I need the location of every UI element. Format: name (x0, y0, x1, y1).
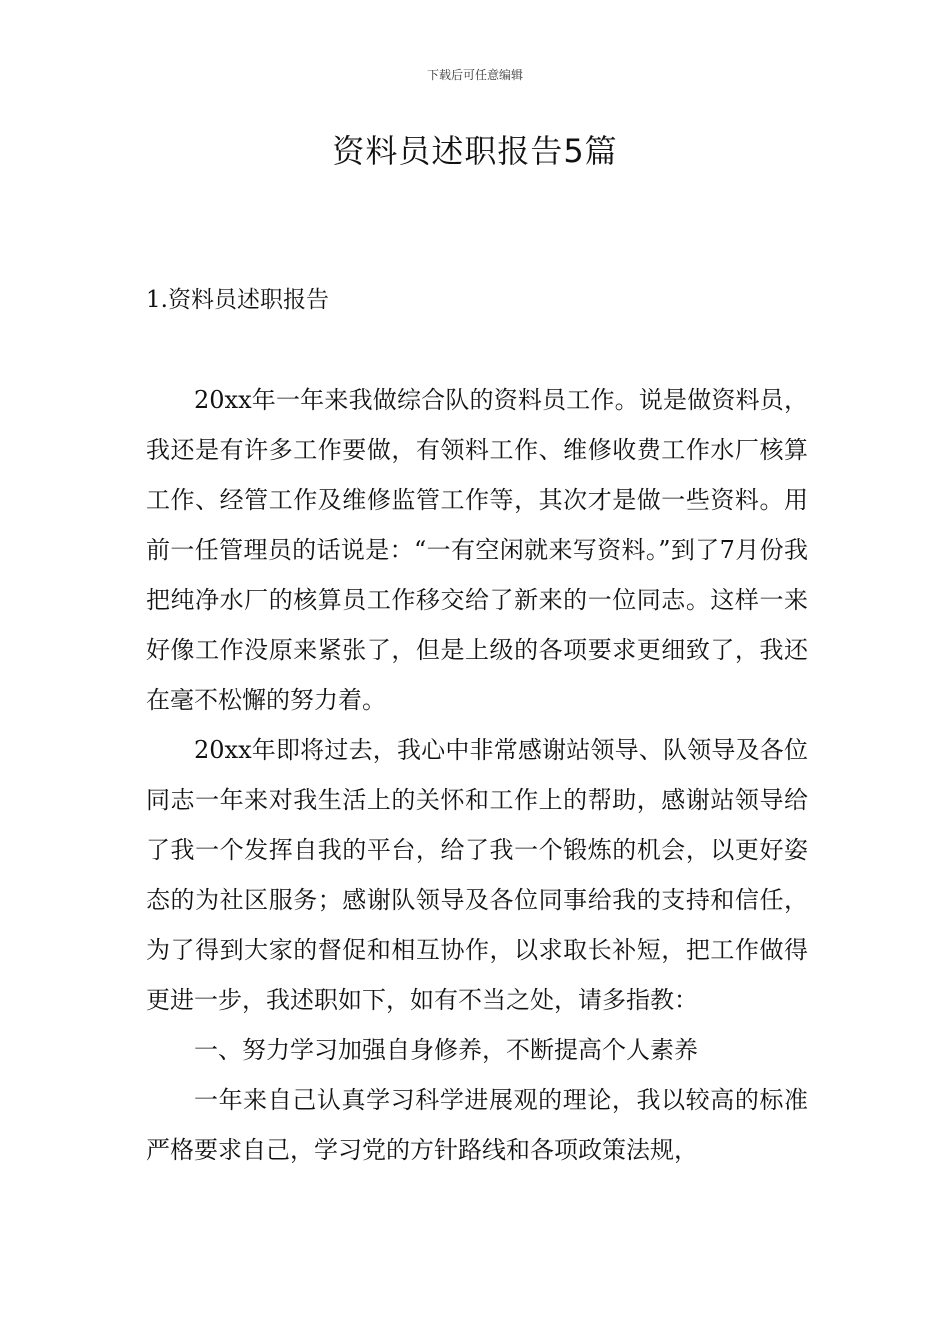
paragraph-1: 20xx年一年来我做综合队的资料员工作。说是做资料员，我还是有许多工作要做，有领料工作、维修收费工作水厂核算工作、经管工作及维修监管工作等，其次才是做一些资料。用前一任管理员的话说是：“一有空闲就来写资料。”到了7月份我把纯净水厂的核算员工作移交给了新来的一位同志。这样一来好像工作没原来紧张了，但是上级的各项要求更细致了，我还在毫不松懈的努力着。 (146, 386, 808, 714)
paragraph-3: 一、努力学习加强自身修养，不断提高个人素养 (194, 1036, 698, 1064)
section-heading: 1.资料员述职报告 (146, 287, 329, 313)
body-text (146, 375, 808, 1175)
document-title: 资料员述职报告5篇 (332, 132, 618, 170)
header-note: 下载后可任意编辑 (426, 68, 523, 82)
paragraph-2: 20xx年即将过去，我心中非常感谢站领导、队领导及各位同志一年来对我生活上的关怀和工作上的帮助，感谢站领导给了我一个发挥自我的平台，给了我一个锻炼的机会，以更好姿态的为社区服务；感谢队领导及各位同事给我的支持和信任，为了得到大家的督促和相互协作，以求取长补短，把工作做得更进一步，我述职如下，如有不当之处，请多指教： (146, 736, 808, 1014)
paragraph-4: 一年来自己认真学习科学进展观的理论，我以较高的标准严格要求自己，学习党的方针路线和各项政策法规， (146, 1086, 808, 1164)
